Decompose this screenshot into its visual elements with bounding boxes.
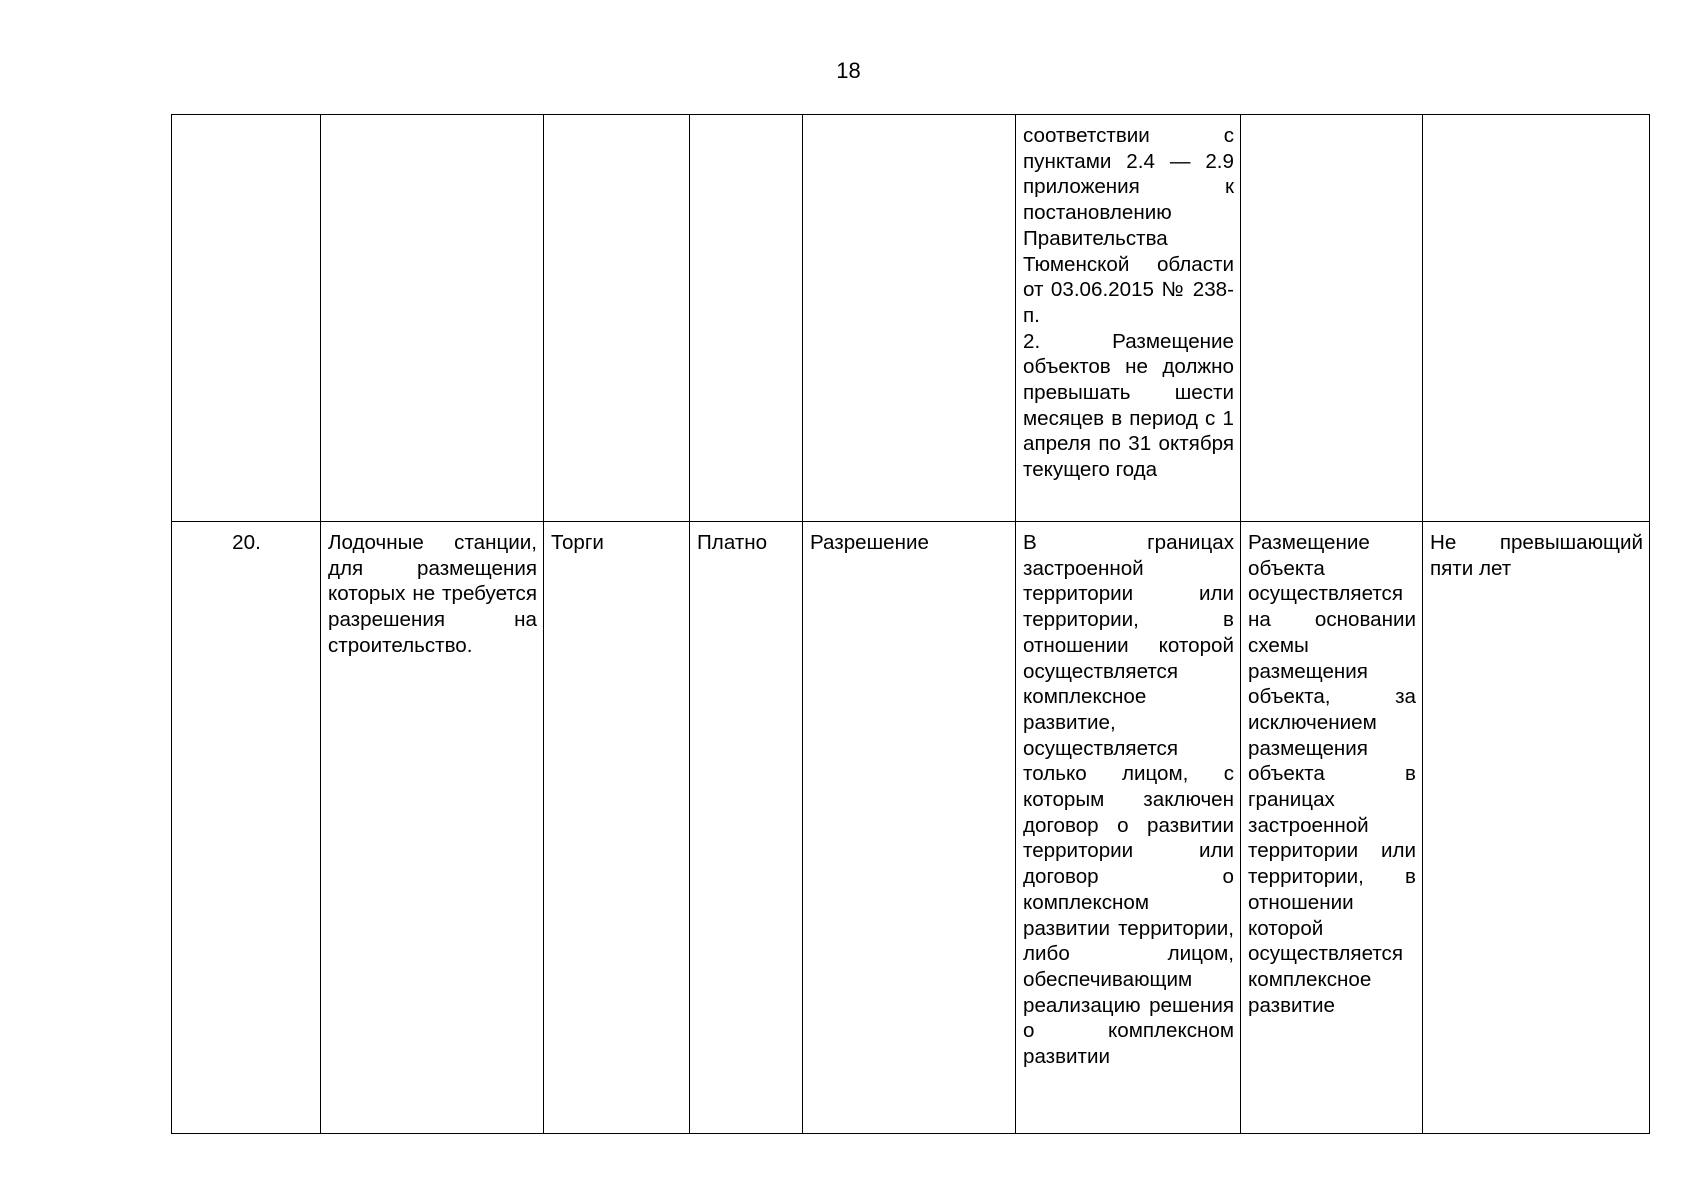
regulation-table bbox=[171, 114, 1650, 1134]
conditions-cell bbox=[1016, 115, 1241, 522]
conditions-paragraph: В границах застроенной территории или территории, в отношении которой осуществляется комплексное развитие, осуществляется только лицом, с которым заключен договор о развитии территории или договор о комплексном развитии территории, либо лицом, обеспечивающим реализацию решения о комплексном развитии bbox=[1023, 531, 1234, 1069]
method-cell: Торги bbox=[544, 522, 690, 1134]
document-cell: Разрешение bbox=[803, 522, 1016, 1134]
document-cell bbox=[803, 115, 1016, 522]
row-number-cell: 20. bbox=[172, 522, 321, 1134]
object-cell: Лодочные станции, для размещения которых не требуется разрешения на строительство. bbox=[321, 522, 544, 1134]
conditions-paragraph: 2. Размещение объектов не должно превышать шести месяцев в период с 1 апреля по 31 октября текущего года bbox=[1023, 329, 1234, 482]
row-number-cell bbox=[172, 115, 321, 522]
object-cell bbox=[321, 115, 544, 522]
payment-cell: Платно bbox=[690, 522, 803, 1134]
page-number: 18 bbox=[836, 58, 861, 83]
conditions-paragraph: соответствии с пунктами 2.4 — 2.9 приложения к постановлению Правительства Тюменской области от 03.06.2015 № 238-п. bbox=[1023, 124, 1234, 327]
method-cell bbox=[544, 115, 690, 522]
payment-cell bbox=[690, 115, 803, 522]
term-cell bbox=[1423, 115, 1650, 522]
basis-cell bbox=[1241, 115, 1423, 522]
term-cell: Не превышающий пяти лет bbox=[1423, 522, 1650, 1134]
table-row bbox=[172, 522, 1650, 1134]
conditions-cell bbox=[1016, 522, 1241, 1134]
table-row bbox=[172, 115, 1650, 522]
basis-cell: Размещение объекта осуществляется на основании схемы размещения объекта, за исключением размещения объекта в границах застроенной территории или территории, в отношении которой осуществляется комплексное развитие bbox=[1241, 522, 1423, 1134]
